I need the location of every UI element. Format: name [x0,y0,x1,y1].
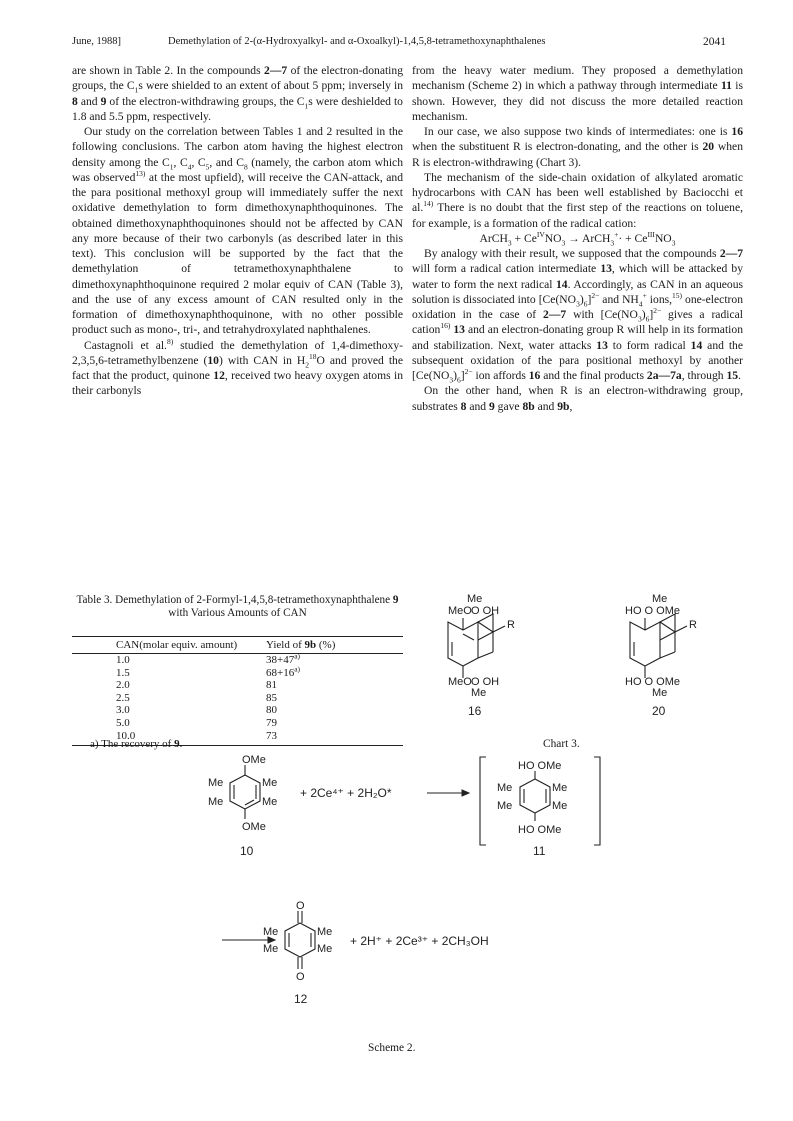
structure-label: Me [497,782,513,794]
chart3-structures [430,580,750,730]
paragraph: The mechanism of the side-chain oxidation of alkylated aromatic hydrocarbons with CAN has been well established by Baciocchi et al.$^{14)}$ There is no doubt that the first step of the reactions on toluene, for example, is a formation of the radical cation: [412,170,743,230]
structure-20 [630,614,687,678]
chart3-caption: Chart 3. [543,738,580,750]
structure-label: O [296,900,305,912]
table-3 [72,636,403,746]
scheme2-caption: Scheme 2. [368,1042,416,1054]
table-cell: 81 [266,679,277,692]
compound-label-16: 16 [468,704,482,718]
compound-label-11: 11 [533,844,546,858]
left-column [72,63,403,399]
table-row [72,717,403,730]
table-footnote: a) The recovery of 9. [90,738,183,750]
products: + 2H⁺ + 2Ce³⁺ + 2CH₃OH [350,934,489,948]
structure-label: MeO [448,676,472,688]
structure-label: HO O OMe [625,676,681,688]
right-column [412,63,743,414]
table-cell: 79 [266,716,277,729]
scheme2 [190,755,610,1030]
structure-label: Me [467,593,483,605]
structure-label: Me [208,796,224,808]
structure-label: Me [317,926,333,938]
structure-label: Me [262,796,278,808]
paragraph: By analogy with their result, we supposed that the compounds 2—7 will form a radical cation intermediate 13, which will be attacked by water to form the next radical 14. Accordingly, as CAN in an aqueous solution is dissociated into $[Ce(NO_3)_6]^{2-}$ and $NH_4^+$ ions,$^{15)}$ one-electron oxidation in the case of 2—7 with $[Ce(NO_3)_6]^{2-}$ gives a radical cation$^{16)}$ 13 and an electron-donating group R will help in its formation and stabilization. Next, water attacks 13 to form radical 14 and the subsequent oxidation of the para positional methoxyl by another $[Ce(NO_3)_6]^{2-}$ ion affords 16 and the final products 2a—7a, through 15. [412,247,743,385]
structure-label: R [689,619,697,631]
structure-label: Me [317,943,333,955]
table-cell: 3.0 [116,704,130,717]
structure-label: R [507,619,515,631]
paragraph: Castagnoli et al.$^{8)}$ studied the demethylation of 1,4-dimethoxy-2,3,5,6-tetramethylbenzene (10) with CAN in $H_2^{18}O$ and proved the fact that the product, quinone 12, received two heavy oxygen atoms in their carbonyls [72,336,403,398]
table-row [72,692,403,705]
structure-16 [448,614,505,678]
structure-label: Me [263,926,279,938]
paragraph: are shown in Table 2. In the compounds 2—7 of the electron-donating groups, the $C_1s$ were shielded to an extent of about 5 ppm; inversely in 8 and 9 of the electron-withdrawing groups, the $C_1s$ were deshielded to 1.8 and 5.5 ppm, respectively. [72,64,404,123]
structure-label: Me [652,687,668,699]
running-header-date: June, 1988] [72,36,121,47]
table-body [72,651,403,746]
table-cell: 10.0 [72,730,266,746]
table-header-cell: CAN(molar equiv. amount) [72,637,266,654]
structure-label: Me [262,777,278,789]
running-header-title: Demethylation of 2-(α-Hydroxyalkyl- and α-Oxoalkyl)-1,4,5,8-tetramethoxynaphthalenes [168,36,546,47]
table-cell: 1.0 [116,654,130,666]
table-cell: 85 [266,691,277,704]
paragraph: from the heavy water medium. They proposed a demethylation mechanism (Scheme 2) in which a pathway through intermediate 11 is shown. However, they did not discuss the more detailed reaction mechanism. [412,64,743,123]
page-number: 2041 [703,36,726,48]
structure-label: Me [652,593,668,605]
paragraph: In our case, we also suppose two kinds of intermediates: one is 16 when the substituent R is electron-donating, and the other is 20 when R is electron-withdrawing (Chart 3). [412,125,743,169]
structure-label: Me [497,800,513,812]
structure-label: HO O OMe [625,605,681,617]
table-cell: $68+16^{a)}$ [266,663,301,679]
structure-label: O OH [471,676,500,688]
structure-10 [230,765,260,819]
structure-label: MeO [448,605,472,617]
table-header-cell: Yield of 9b (%) [266,637,403,654]
table-cell: 73 [266,730,403,746]
table-row [72,704,403,717]
compound-label-10: 10 [240,844,254,858]
structure-label: Me [208,777,224,789]
structure-12 [285,911,315,969]
structure-label: Me [552,782,568,794]
structure-label: O [296,971,305,983]
structure-label: Me [471,687,487,699]
paragraph: Our study on the correlation between Tables 1 and 2 resulted in the following conclusions. The carbon atom having the highest electron density among the $C_1$, $C_4$, $C_5$, and $C_8$ (namely, the carbon atom which was observed$^{13)}$ at the most upfield), will receive the CAN-attack, and the para positional methoxyl group will immediately suffer the next oxidative demethylation to form dimethoxynaphthoquinones. The obtained dimethoxynaphthoquinones should not be affected by CAN any more because of their two carbonyls (as described later in this text). This conclusion will be supported by the fact that the demethylation of tetramethoxynaphthalene to dimethoxynaphthoquinone required 2 molar equiv of CAN (Table 3), and the use of any excess amount of CAN resulted only in the formation of dimethoxynaphthoquinone, with no other possible product such as mono-, tri-, and tetrahydroxylated naphthalenes. [72,125,403,337]
structure-label: HO OMe [518,824,562,836]
table-row [72,679,403,692]
table-cell: 1.5 [116,666,130,679]
table-cell: 5.0 [116,716,130,729]
structure-label: OMe [242,821,266,833]
table-cell: 2.0 [116,679,130,692]
table-row [72,654,403,667]
table-row [72,667,403,680]
compound-label-20: 20 [652,704,666,718]
structure-label: O OH [471,605,500,617]
structure-label: Me [263,943,279,955]
paragraph: On the other hand, when R is an electron-withdrawing group, substrates 8 and 9 gave 8b and 9b, [412,384,743,413]
structure-label: HO OMe [518,760,562,772]
table-caption: Table 3. Demethylation of 2-Formyl-1,4,5,8-tetramethoxynaphthalene 9 with Various Amounts of CAN [76,594,399,619]
table-cell: 2.5 [116,691,130,704]
reagents: + 2Ce⁴⁺ + 2H₂O* [300,786,392,800]
table-cell: 80 [266,704,277,717]
equation: ArCH$_3$ + $Ce^{IV}NO_3$ → ArCH$_3$+· + $Ce^{III}NO_3$ [479,229,676,248]
structure-label: Me [552,800,568,812]
compound-label-12: 12 [294,992,308,1006]
structure-label: OMe [242,755,266,766]
table-cell: $38+47^{a)}$ [266,651,301,666]
table-header-row [72,637,403,654]
